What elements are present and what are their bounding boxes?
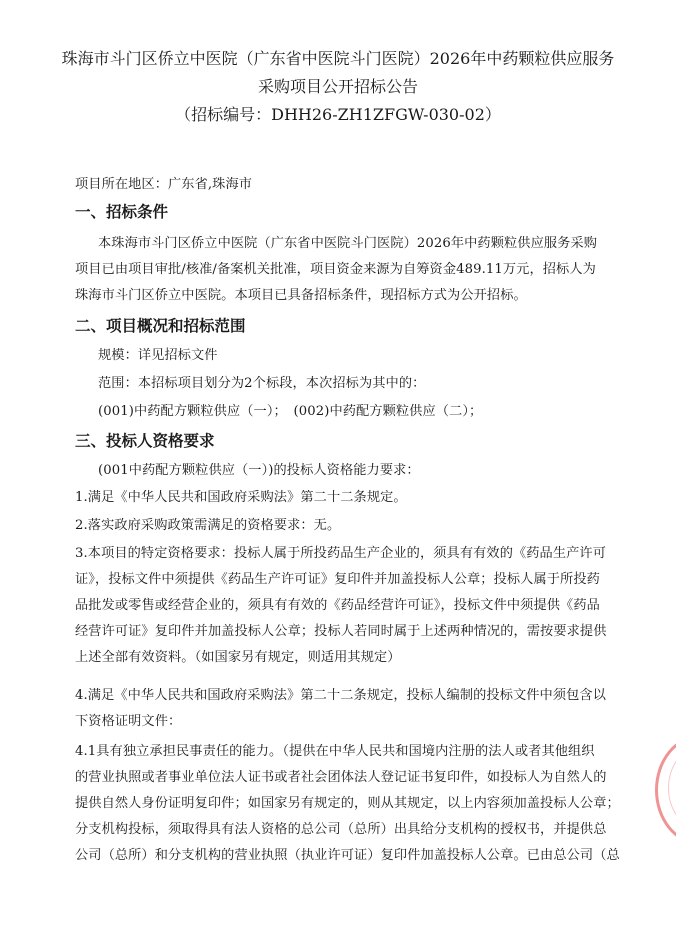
qualification-item-1: 1.满足《中华人民共和国政府采购法》第二十二条规定。 [75,490,407,505]
qualification-item-4-1-line-3: 提供自然人身份证明复印件；如国家另有规定的，则从其规定，以上内容须加盖投标人公章； [75,796,620,811]
qualification-item-4-line-2: 下资格证明文件： [75,714,182,729]
qualification-item-4-1-line-2: 的营业执照或者事业单位法人证书或者社会团体法人登记证书复印件，如投标人为自然人的 [75,770,607,785]
lots-text: (001)中药配方颗粒供应（一）； (002)中药配方颗粒供应（二）； [98,404,483,419]
qualification-intro: (001中药配方颗粒供应（一）)的投标人资格能力要求： [98,463,420,478]
qualification-item-2: 2.落实政府采购政策需满足的资格要求：无。 [75,518,341,533]
section-1-line-2: 项目已由项目审批/核准/备案机关批准，项目资金来源为自筹资金489.11万元，招标人为 [75,262,596,277]
section-2-heading: 二、项目概况和招标范围 [75,317,246,335]
section-1-line-1: 本珠海市斗门区侨立中医院（广东省中医院斗门医院）2026年中药颗粒供应服务采购 [98,236,598,251]
official-seal [655,735,676,845]
scale-text: 规模：详见招标文件 [98,348,218,363]
official-seal-inner-ring [668,748,676,828]
qualification-item-3-line-1: 3.本项目的特定资格要求：投标人属于所投药品生产企业的，须具有有效的《药品生产许可 [75,546,606,561]
qualification-item-4-1-line-1: 4.1具有独立承担民事责任的能力。（提供在中华人民共和国境内注册的法人或者其他组织 [75,744,595,759]
scope-text: 范围：本招标项目划分为2个标段，本次招标为其中的： [98,376,426,391]
qualification-item-4-1-line-5: 公司（总所）和分支机构的营业执照（执业许可证）复印件加盖投标人公章。已由总公司（总 [75,848,620,863]
section-3-heading: 三、投标人资格要求 [75,432,215,450]
qualification-item-3-line-4: 经营许可证》复印件并加盖投标人公章；投标人若同时属于上述两种情况的，需按要求提供 [75,624,607,639]
notice-title-line-1: 珠海市斗门区侨立中医院（广东省中医院斗门医院）2026年中药颗粒供应服务 [61,49,615,68]
qualification-item-3-line-3: 品批发或零售或经营企业的，须具有有效的《药品经营许可证》，投标文件中须提供《药品 [75,598,600,613]
project-region: 项目所在地区：广东省,珠海市 [75,177,253,192]
section-1-line-3: 珠海市斗门区侨立中医院。本项目已具备招标条件，现招标方式为公开招标。 [75,288,527,303]
qualification-item-3-line-2: 证》，投标文件中须提供《药品生产许可证》复印件并加盖投标人公章；投标人属于所投药 [75,572,600,587]
section-1-heading: 一、招标条件 [75,203,169,221]
qualification-item-4-line-1: 4.满足《中华人民共和国政府采购法》第二十二条规定，投标人编制的投标文件中须包含以 [75,688,606,703]
qualification-item-3-line-5: 上述全部有效资料。（如国家另有规定，则适用其规定） [75,650,401,665]
tender-number: （招标编号：DHH26-ZH1ZFGW-030-02） [175,105,501,124]
notice-title-line-2: 采购项目公开招标公告 [257,77,418,96]
qualification-item-4-1-line-4: 分支机构投标，须取得具有法人资格的总公司（总所）出具给分支机构的授权书，并提供总 [75,822,607,837]
